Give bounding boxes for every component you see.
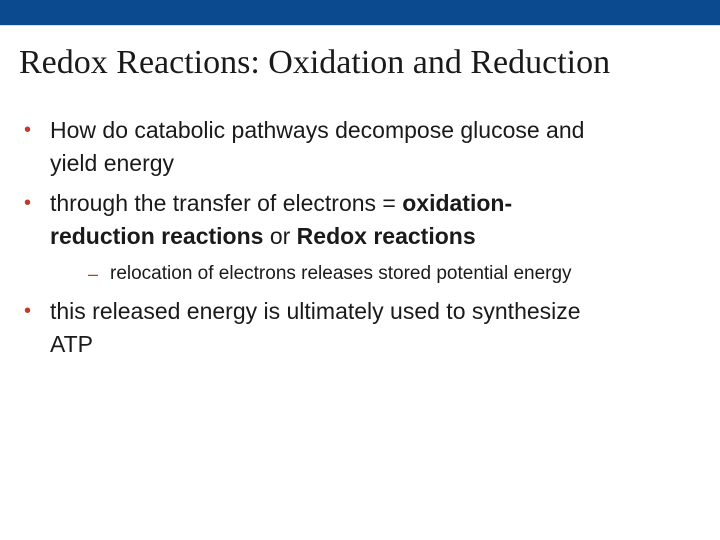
bullet-2-term-redox-full: reduction reactions <box>50 223 264 249</box>
bullet-item-2 <box>24 187 690 253</box>
slide-title: Redox Reactions: Oxidation and Reduction <box>19 44 611 81</box>
sub-bullet-item <box>88 261 710 287</box>
header-divider <box>0 25 720 26</box>
bullet-2-term-redox: Redox reactions <box>296 223 476 249</box>
bullet-2-line-1-text: through the transfer of electrons = <box>50 190 403 216</box>
bullet-3-line-1: this released energy is ultimately used to synthesize <box>50 298 581 324</box>
bullet-3-line-2: ATP <box>50 331 94 357</box>
dash-marker-icon: – <box>88 264 99 284</box>
bullet-item-3 <box>24 295 690 361</box>
bullet-marker-icon: • <box>24 300 32 322</box>
bullet-1-line-2: yield energy <box>50 150 175 176</box>
bullet-1-line-1: How do catabolic pathways decompose glucose and <box>50 117 585 143</box>
bullet-marker-icon: • <box>24 119 32 141</box>
bullet-2-connector: or <box>263 223 297 249</box>
bullet-marker-icon: • <box>24 192 32 214</box>
bullet-2-line-1-bold: oxidation- <box>402 190 513 216</box>
bullet-item-1 <box>24 114 690 180</box>
sub-bullet-text: relocation of electrons releases stored potential energy <box>110 263 572 284</box>
header-bar <box>0 0 720 25</box>
